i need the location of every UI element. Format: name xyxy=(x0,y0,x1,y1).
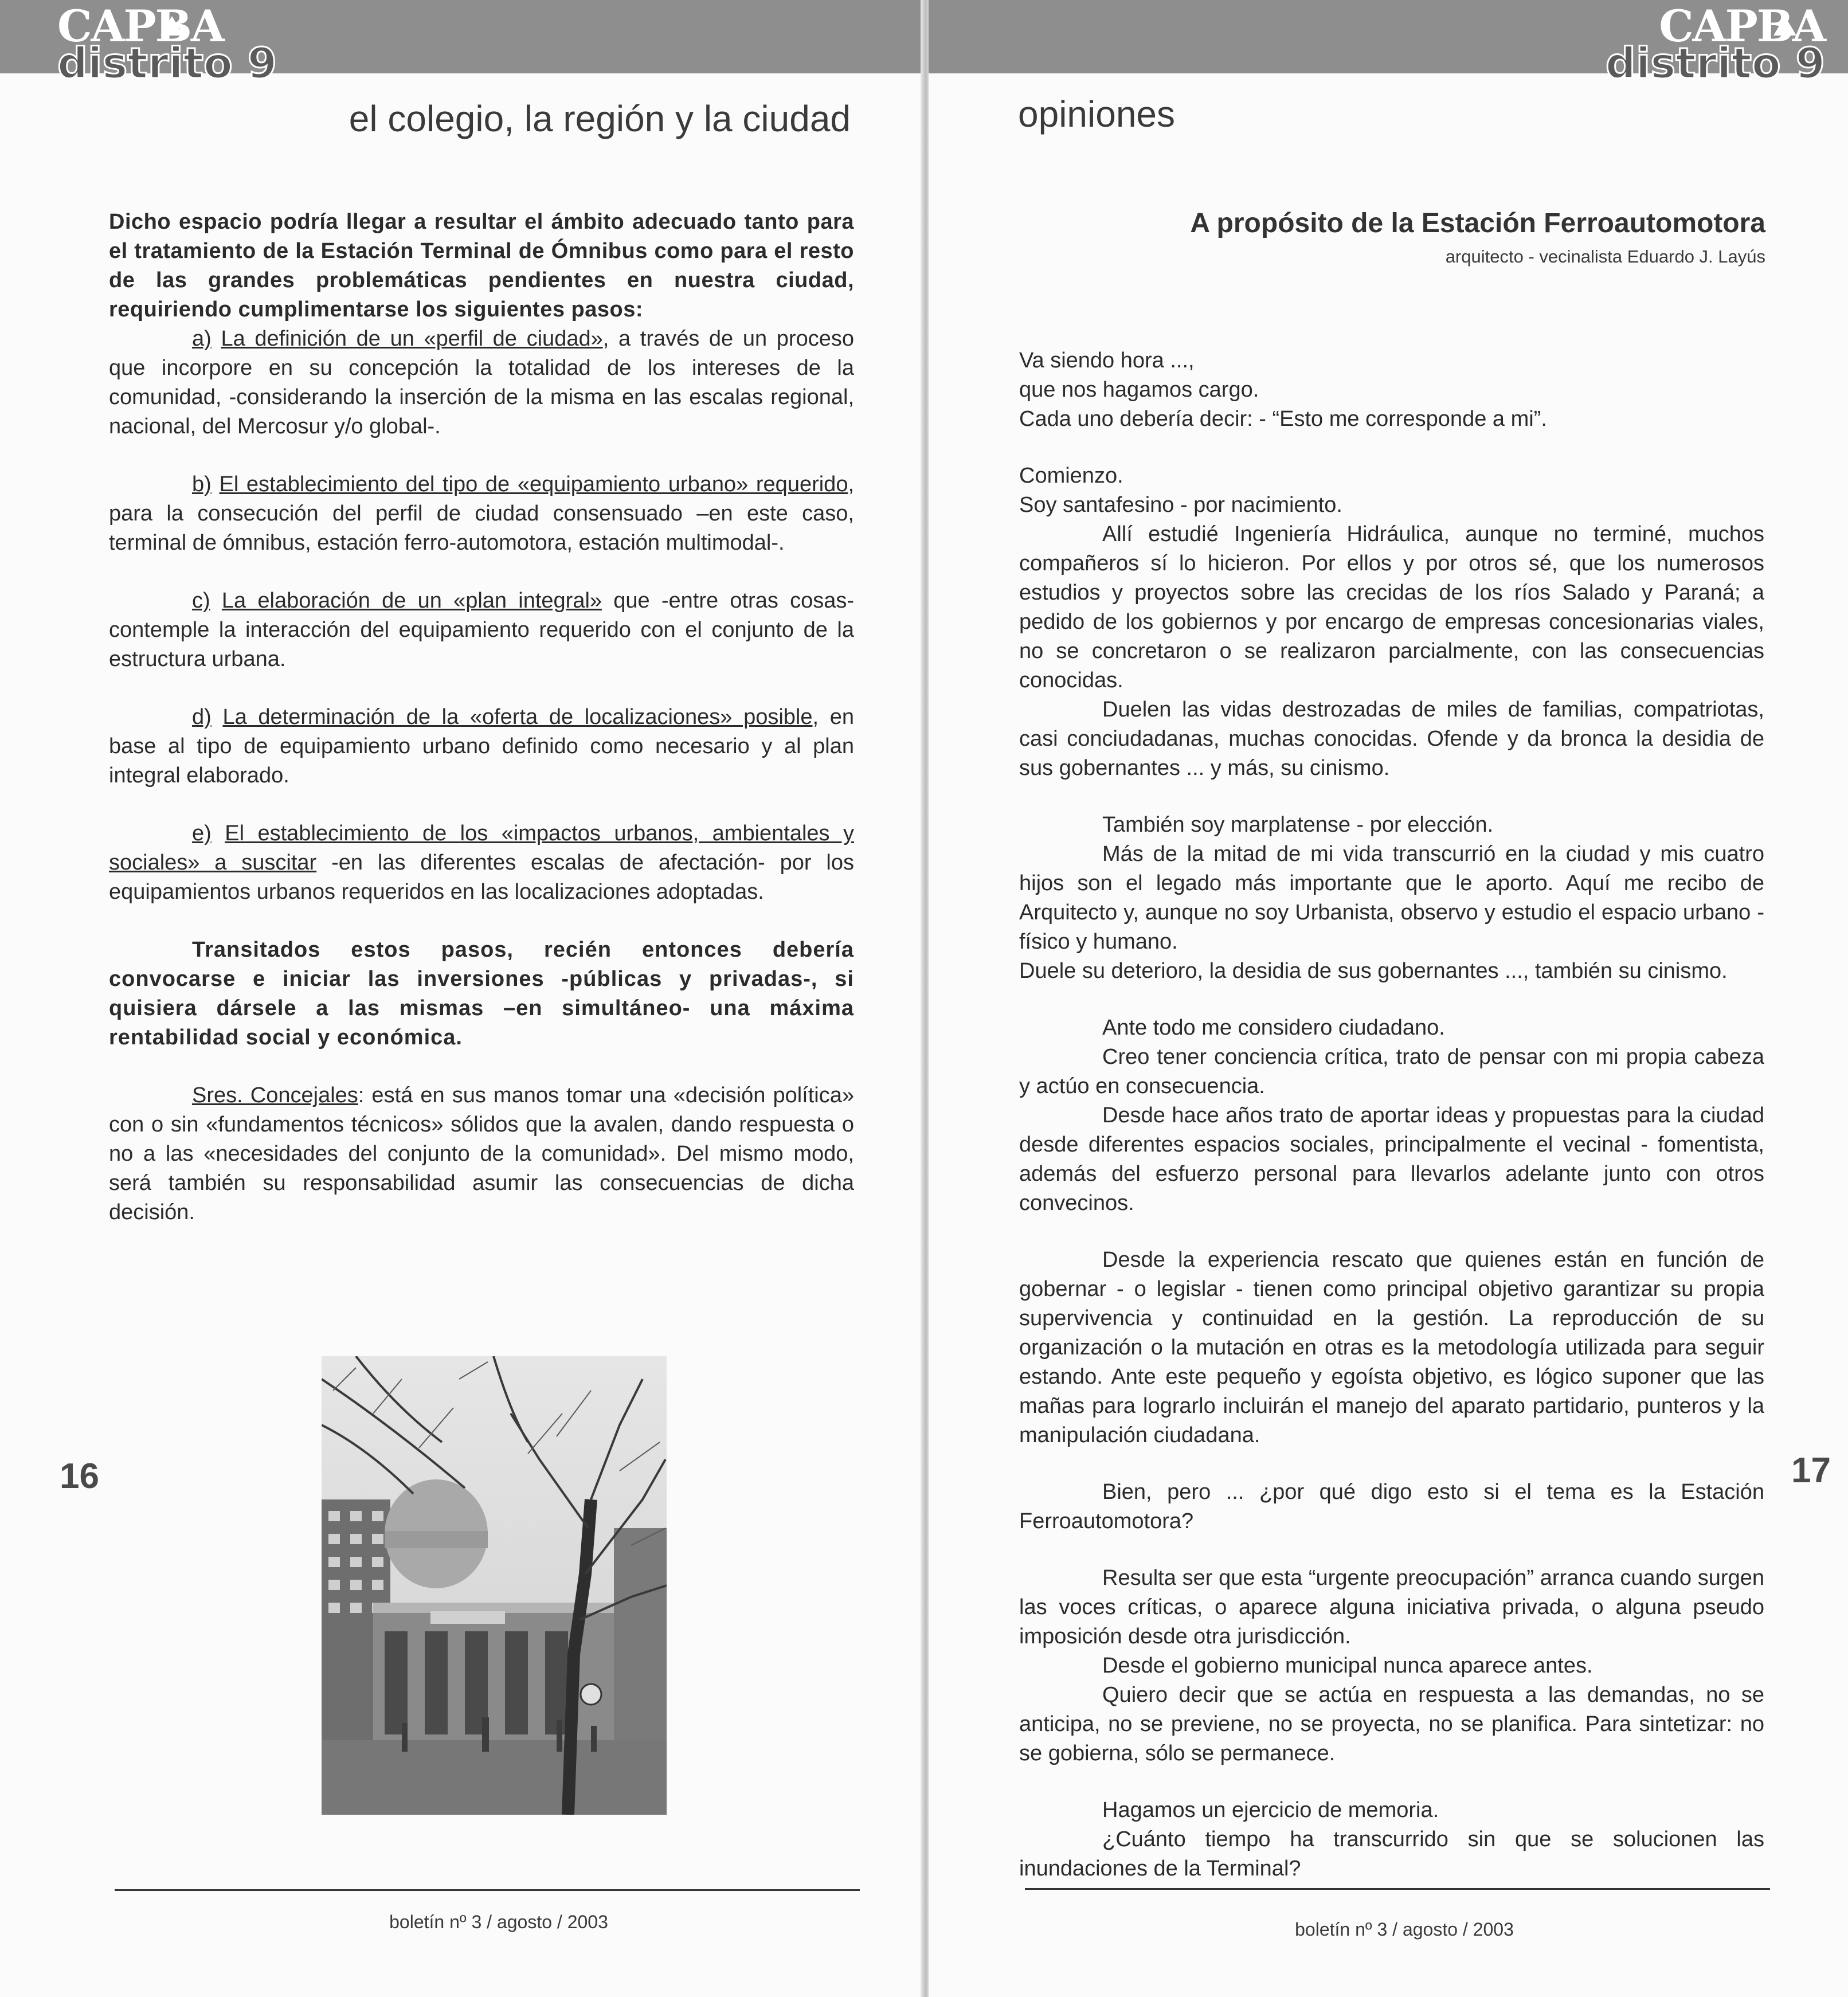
brand-distrito: distrito 9 xyxy=(57,39,277,88)
footer-rule xyxy=(115,1889,860,1891)
paragraph: Duelen las vidas destrozadas de miles de familias, compatriotas, casi conciudadanas, muchas conocidas. Ofende y da bronca la desidia de sus gobernantes ... y más, su cinismo. xyxy=(1019,698,1764,780)
item-text: que -entre otras cosas- contemple la interacción del equipamiento requerido con el conjunto de la estructura urbana. xyxy=(109,589,854,671)
closing-paragraph xyxy=(109,1081,854,1227)
brand-distrito: distrito 9 xyxy=(1605,39,1825,88)
paragraph: Soy santafesino - por nacimiento. xyxy=(1019,493,1342,517)
paragraph: Desde hace años trato de aportar ideas y propuestas para la ciudad desde diferentes espacios sociales, principalmente el vecinal - fomentista, además del esfuerzo personal para llevarlos adelante junto con otros convecinos. xyxy=(1019,1103,1764,1215)
item-head: La definición de un «perfil de ciudad» xyxy=(221,327,603,351)
page-footer: boletín nº 3 / agosto / 2003 xyxy=(1295,1919,1514,1940)
logo-triangle-icon xyxy=(160,16,183,36)
paragraph: Va siendo hora ..., xyxy=(1019,349,1195,373)
list-item xyxy=(109,324,854,441)
list-item xyxy=(109,586,854,674)
footer-rule xyxy=(1025,1888,1770,1890)
paragraph: Ante todo me considero ciudadano. xyxy=(1102,1016,1445,1040)
paragraph: Bien, pero ... ¿por qué digo esto si el tema es la Estación Ferroautomotora? xyxy=(1019,1480,1764,1533)
left-article-body xyxy=(109,207,854,1227)
page-number: 17 xyxy=(1791,1451,1831,1490)
right-page xyxy=(929,0,1848,1997)
item-text: , a través de un proceso que incorpore en su concepción la totalidad de los intereses de la comunidad, -considerando la inserción de la misma en las escalas regional, nacional, del Mercosur y/o global-. xyxy=(109,327,854,438)
station-photo-image xyxy=(322,1356,667,1815)
item-letter: c) xyxy=(192,589,210,613)
paragraph: Allí estudié Ingeniería Hidráulica, aunque no terminé, muchos compañeros sí lo hicieron. Por ellos y por otros sé, que los numerosos estudios y proyectos sobre las crecidas de los ríos Salado y Paraná; a pedido de los gobiernos y por encargo de empresas concesionarias viales, no se concretaron o se realizaron parcialmente, con las consecuencias conocidas. xyxy=(1019,522,1764,692)
article-title: A propósito de la Estación Ferroautomotora xyxy=(1190,208,1765,238)
conclusion-paragraph: Transitados estos pasos, recién entonces debería convocarse e iniciar las inversiones -públicas y privadas-, si quisiera dársele a las mismas –en simultáneo- una máxima rentabilidad social y económica. xyxy=(109,938,854,1050)
item-head: La elaboración de un «plan integral» xyxy=(221,589,602,613)
closing-head: Sres. Concejales xyxy=(192,1083,358,1107)
item-text: , en base al tipo de equipamiento urbano definido como necesario y al plan integral elaborado. xyxy=(109,705,854,788)
station-photo xyxy=(322,1356,667,1815)
page-footer: boletín nº 3 / agosto / 2003 xyxy=(389,1912,608,1932)
paragraph: que nos hagamos cargo. xyxy=(1019,378,1259,402)
section-title: opiniones xyxy=(1018,93,1175,135)
paragraph: Hagamos un ejercicio de memoria. xyxy=(1102,1798,1439,1822)
item-head: El establecimiento del tipo de «equipamiento urbano» requerido xyxy=(219,472,848,496)
brand-logo xyxy=(57,1,277,88)
brand-capba: CAPBA xyxy=(1659,1,1825,52)
item-head: El establecimiento de los «impactos urbanos, ambientales y sociales» a suscitar xyxy=(109,821,854,875)
brand-logo xyxy=(1605,1,1825,88)
item-letter: b) xyxy=(192,472,212,496)
paragraph: Quiero decir que se actúa en respuesta a las demandas, no se anticipa, no se previene, no se proyecta, no se planifica. Para sintetizar: no se gobierna, sólo se permanece. xyxy=(1019,1683,1764,1765)
logo-triangle-icon xyxy=(1773,16,1796,36)
paragraph: Duele su deterioro, la desidia de sus gobernantes ..., también su cinismo. xyxy=(1019,959,1728,983)
item-text: -en las diferentes escalas de afectación- por los equipamientos urbanos requeridos en las localizaciones adoptadas. xyxy=(109,851,854,904)
brand-capba: CAPBA xyxy=(57,1,224,52)
list-item xyxy=(109,703,854,790)
paragraph: Desde la experiencia rescato que quienes están en función de gobernar - o legislar - tienen como principal objetivo garantizar su propia supervivencia y continuidad en la gestión. La reproducción de su organización o la mutación en otras es la metodología utilizada para seguir estando. Ante este pequeño y egoísta objetivo, es lógico suponer que las mañas para lograrlo incluirán el manejo del aparato partidario, punteros y la manipulación ciudadana. xyxy=(1019,1248,1764,1447)
paragraph: Cada uno debería decir: - “Esto me corresponde a mi”. xyxy=(1019,407,1547,431)
list-item xyxy=(109,470,854,558)
paragraph: También soy marplatense - por elección. xyxy=(1102,813,1494,837)
closing-text: : está en sus manos tomar una «decisión política» con o sin «fundamentos técnicos» sólidos que la avalen, dando respuesta o no a las «necesidades del conjunto de la comunidad». Del mismo modo, será también su responsabilidad asumir las consecuencias de dicha decisión. xyxy=(109,1083,854,1224)
right-article-body xyxy=(1019,346,1764,1884)
item-letter: e) xyxy=(192,821,212,845)
paragraph: Desde el gobierno municipal nunca aparece antes. xyxy=(1102,1654,1593,1678)
paragraph: Más de la mitad de mi vida transcurrió en la ciudad y mis cuatro hijos son el legado más importante que le aporto. Aquí me recibo de Arquitecto y, aunque no soy Urbanista, observo y estudio el espacio urbano - físico y humano. xyxy=(1019,842,1764,954)
paragraph: Comienzo. xyxy=(1019,464,1123,488)
page-number: 16 xyxy=(60,1456,99,1496)
paragraph: Creo tener conciencia crítica, trato de pensar con mi propia cabeza y actúo en consecuencia. xyxy=(1019,1045,1764,1098)
item-text: , para la consecución del perfil de ciudad consensuado –en este caso, terminal de ómnibus, estación ferro-automotora, estación multimodal-. xyxy=(109,472,855,555)
intro-paragraph: Dicho espacio podría llegar a resultar el ámbito adecuado tanto para el tratamiento de la Estación Terminal de Ómnibus como para el resto de las grandes problemáticas pendientes en nuestra ciudad, requiriendo cumplimentarse los siguientes pasos: xyxy=(109,210,854,322)
item-head: La determinación de la «oferta de localizaciones» posible xyxy=(222,705,813,729)
section-title: el colegio, la región y la ciudad xyxy=(349,98,851,139)
item-letter: d) xyxy=(192,705,212,729)
article-byline: arquitecto - vecinalista Eduardo J. Layús xyxy=(1445,246,1765,267)
paragraph: ¿Cuánto tiempo ha transcurrido sin que se solucionen las inundaciones de la Terminal? xyxy=(1019,1827,1764,1881)
list-item xyxy=(109,819,854,907)
paragraph: Resulta ser que esta “urgente preocupación” arranca cuando surgen las voces críticas, o aparece alguna iniciativa privada, o alguna pseudo imposición desde otra jurisdicción. xyxy=(1019,1566,1764,1648)
item-letter: a) xyxy=(192,327,212,351)
